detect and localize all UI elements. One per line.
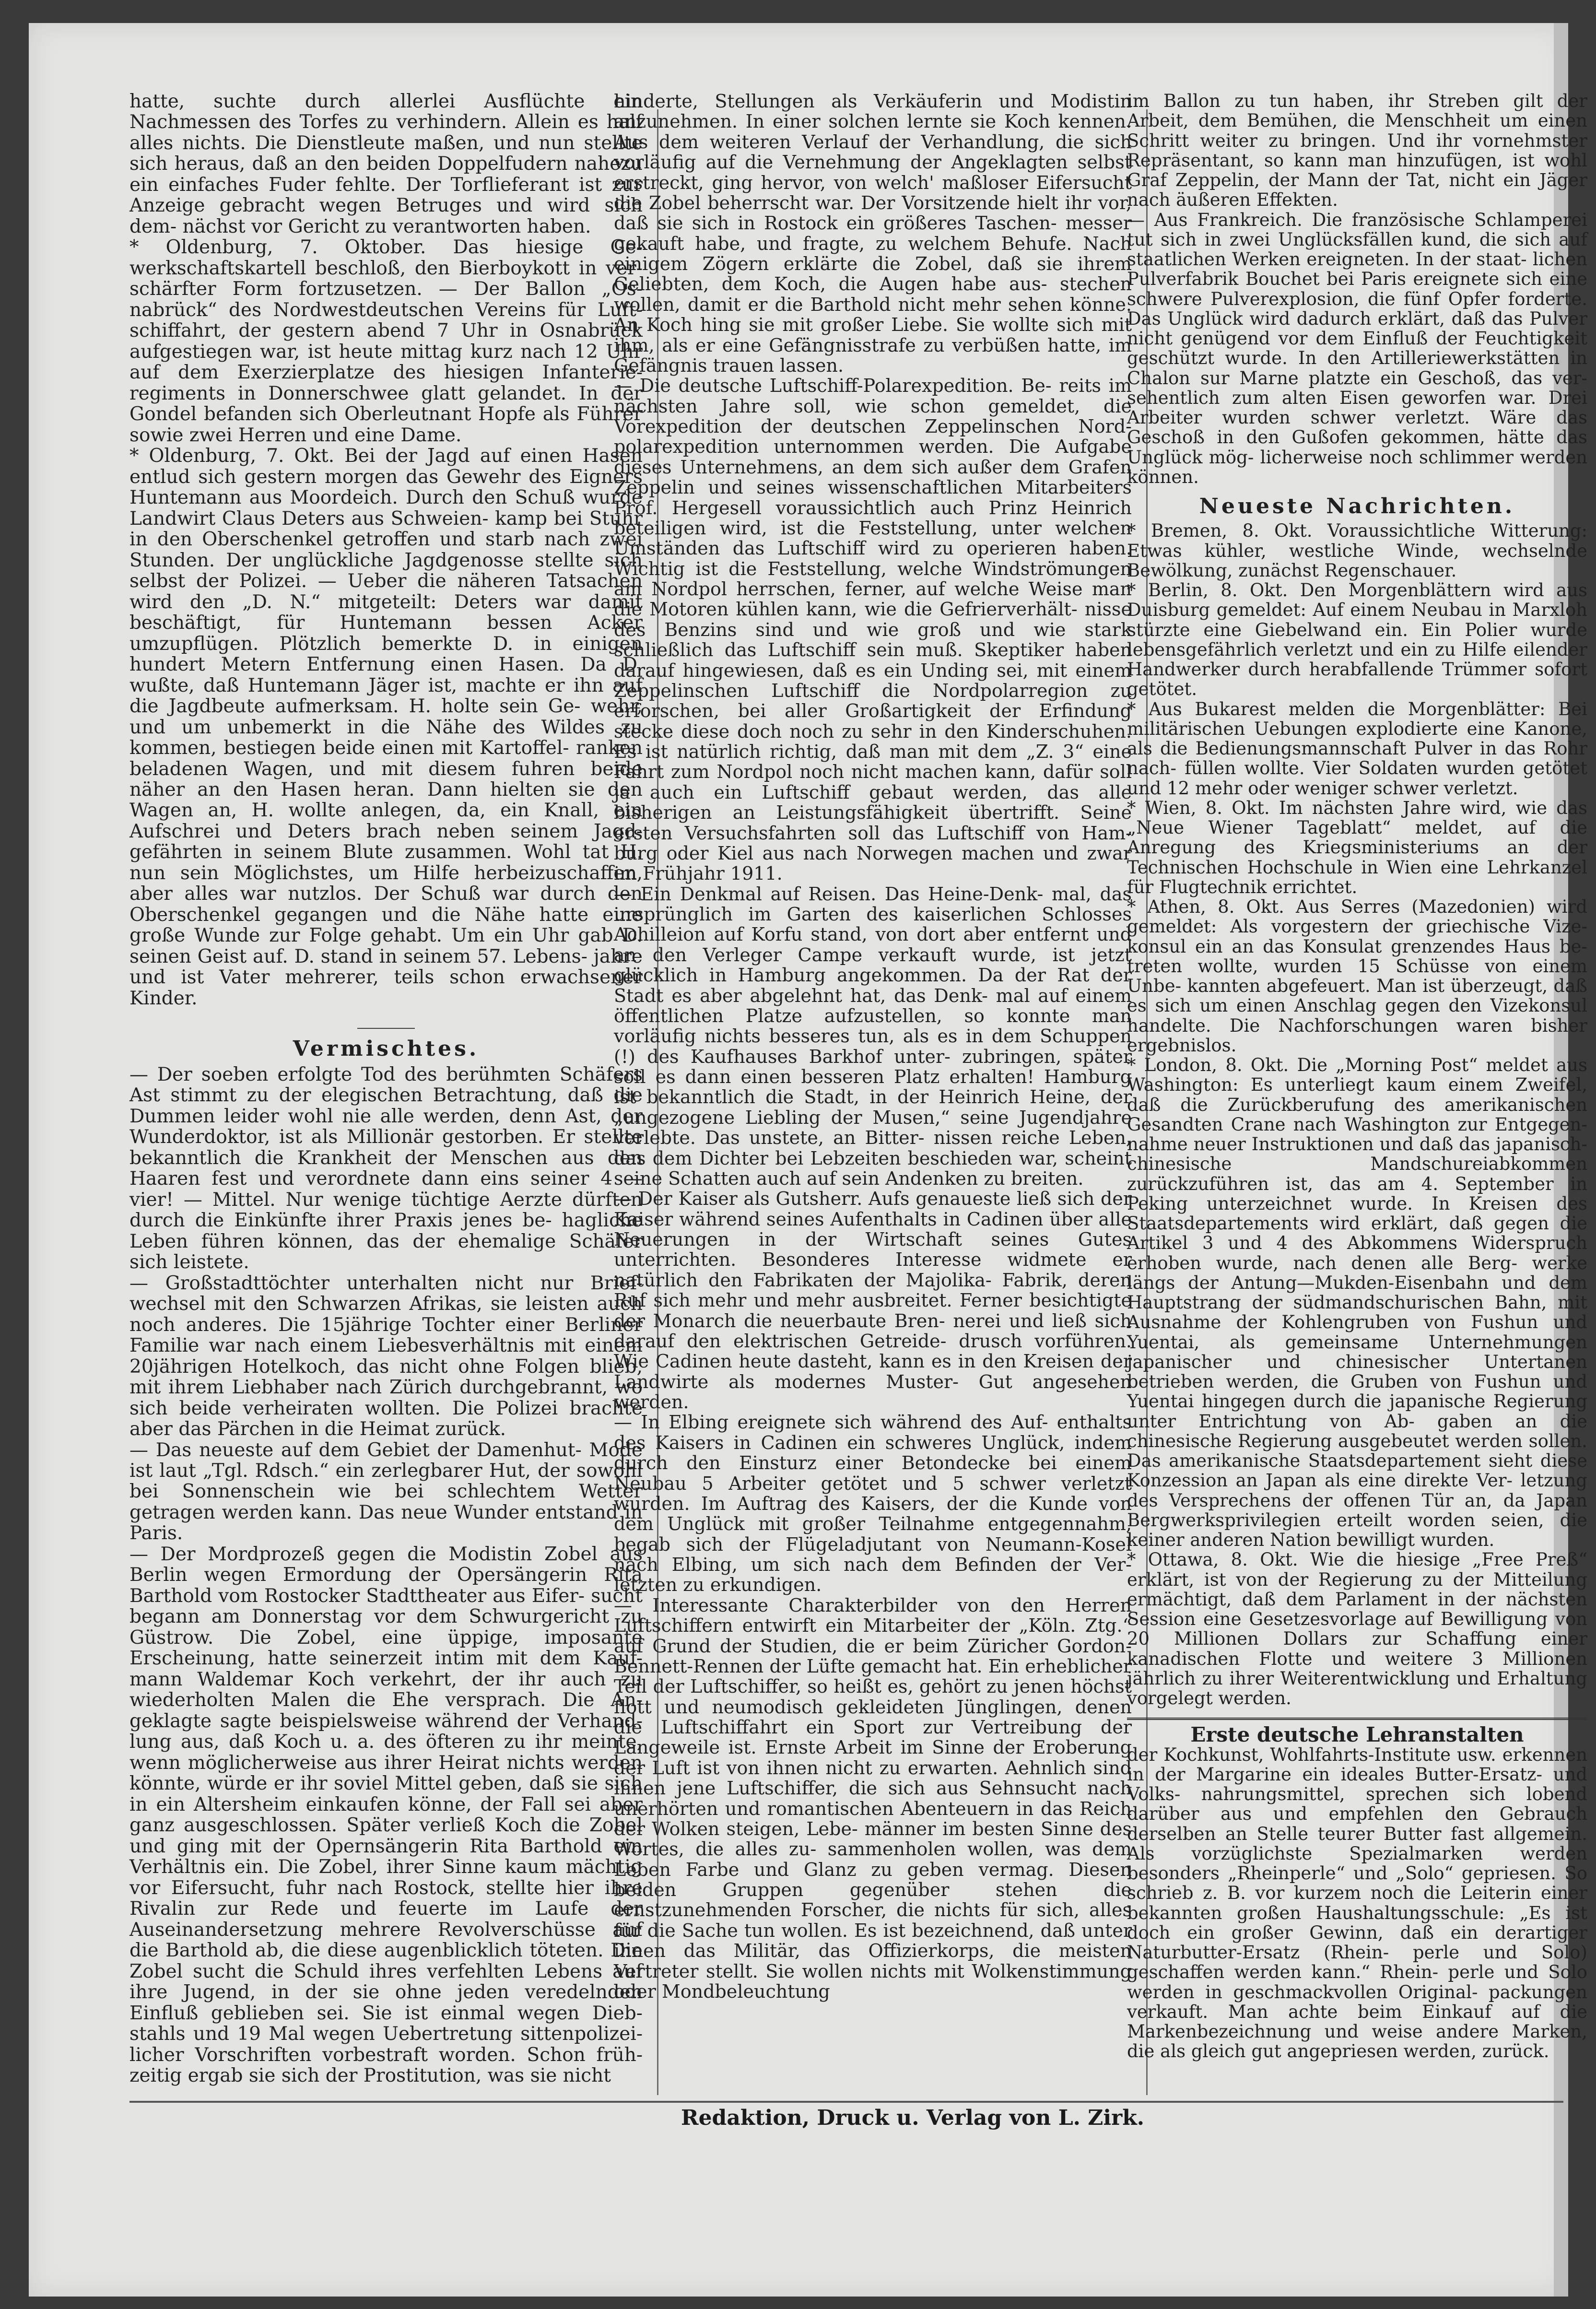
news-item: * Athen, 8. Okt. Aus Serres (Mazedonien) wird gemeldet: Als vorgestern der griechische Vize- konsul ein an das Konsulat grenzendes Haus be- treten wollte, wurden 15 Schüsse von einem Unbe- kannten abgefeuert. Man ist überzeugt, daß es sich um einen Anschlag gegen den Vizekonsul handelte. Die Nachforschungen waren bisher ergebnislos. xyxy=(1127,896,1587,1056)
section-rule xyxy=(357,1028,415,1029)
article-paragraph: hatte, suchte durch allerlei Ausflüchte ein Nachmessen des Torfes zu verhindern. Allein es half alles nichts. Die Dienstleute maßen, und nun stellte sich heraus, daß an den beiden Doppelfudern nahezu ein einfaches Fuder fehlte. Der Torflieferant ist zur Anzeige gebracht wegen Betruges und wird sich dem- nächst vor Gericht zu verantworten haben. xyxy=(129,91,643,237)
article-paragraph: — Der soeben erfolgte Tod des berühmten Schäfers Ast stimmt zu der elegischen Betrachtung, daß die Dummen leider wohl nie alle werden, denn Ast, der Wunderdoktor, ist als Millionär gestorben. Er stellte bekanntlich die Krankheit der Menschen aus den Haaren fest und verordnete dann eins seiner 4 — vier! — Mittel. Nur wenige tüchtige Aerzte dürften durch die Einkünfte ihrer Praxis jenes be- hagliche Leben führen können, das der ehemalige Schäfer sich leistete. xyxy=(129,1063,643,1273)
article-paragraph: — Interessante Charakterbilder von den Herren Luftschiffern entwirft ein Mitarbeiter der „Köln. Ztg.“ auf Grund der Studien, die er beim Züricher Gordon-Bennett-Rennen der Lüfte gemacht hat. Ein erheblicher Teil der Luftschiffer, so heißt es, gehört zu jenen höchst flott und neumodisch gekleideten Jünglingen, denen die Luftschiffahrt ein Sport zur Vertreibung der Langeweile ist. Ernste Arbeit im Sinne der Eroberung der Luft ist von ihnen nicht zu erwarten. Aehnlich sind ihnen jene Luftschiffer, die sich aus Sehnsucht nach unerhörten und romantischen Abenteuern in das Reich der Wolken steigen, Lebe- männer im besten Sinne des Wortes, die alles zu- sammenholen wollen, was dem Leben Farbe und Glanz zu geben vermag. Diesen beiden Gruppen gegenüber stehen die ernstzunehmenden Forscher, die nichts für sich, alles für die Sache tun wollen. Es ist bezeichnend, daß unter ihnen das Militär, das Offizierkorps, die meisten Vertreter stellt. Sie wollen nichts mit Wolkenstimmung oder Mondbeleuchtung xyxy=(614,1594,1132,2002)
news-item: * Wien, 8. Okt. Im nächsten Jahre wird, wie das „Neue Wiener Tageblatt“ meldet, auf die Anregung des Kriegsministeriums an der Technischen Hochschule in Wien eine Lehrkanzel für Flugtechnik errichtet. xyxy=(1127,797,1587,897)
advertisement-title: Erste deutsche Lehranstalten xyxy=(1190,1723,1524,1747)
news-item: * Aus Bukarest melden die Morgenblätter: Bei militärischen Uebungen explodierte eine Kanone, als die Bedienungsmannschaft Pulver in das Rohr nach- füllen wollte. Vier Soldaten wurden getötet und 12 mehr oder weniger schwer verletzt. xyxy=(1127,698,1587,799)
column-1 xyxy=(129,91,643,2086)
section-title: Vermischtes. xyxy=(293,1037,480,1061)
article-paragraph: — In Elbing ereignete sich während des Auf- enthalts des Kaisers in Cadinen ein schweres Unglück, indem durch den Einsturz einer Betondecke bei einem Neubau 5 Arbeiter getötet und 5 schwer verletzt wurden. Im Auftrag des Kaisers, der die Kunde von dem Unglück mit großer Teilnahme entgegennahm, begab sich der Flügeladjutant von Neumann-Kosel nach Elbing, um sich nach dem Befinden der Ver- letzten zu erkundigen. xyxy=(614,1412,1132,1596)
column-3 xyxy=(1127,91,1587,2062)
news-item: * Bremen, 8. Okt. Voraussichtliche Witterung: Etwas kühler, westliche Winde, wechselnde Bewölkung, zunächst Regenschauer. xyxy=(1127,520,1587,581)
news-item: * London, 8. Okt. Die „Morning Post“ meldet aus Washington: Es unterliegt kaum einem Zweifel, daß die Zurückberufung des amerikanischen Gesandten Crane nach Washington zur Entgegen- nahme neuer Instruktionen und daß das japanisch- chinesische Mandschureiabkommen zurückzuführen ist, das am 4. September in Peking unterzeichnet wurde. In Kreisen des Staatsdepartements wird erklärt, daß gegen die Artikel 3 und 4 des Abkommens Widerspruch erhoben wurde, nach denen alle Berg- werke längs der Antung—Mukden-Eisenbahn und dem Hauptstrang der südmandschurischen Bahn, mit Ausnahme der Kohlengruben von Fushun und Yuentai, als gemeinsame Unternehmungen japanischer und chinesischer Untertanen betrieben werden, die Gruben von Fushun und Yuentai hingegen durch die japanische Regierung unter Entrichtung von Ab- gaben an die chinesische Regierung ausgebeutet werden sollen. Das amerikanische Staatsdepartement sieht diese Konzession an Japan als eine direkte Ver- letzung des Versprechens der offenen Tür an, da Japan Bergwerksprivilegien erteilt worden seien, die keiner anderen Nation bewilligt wurden. xyxy=(1127,1055,1587,1550)
advertisement-box xyxy=(1127,1718,1587,2061)
advertisement-text: der Kochkunst, Wohlfahrts-Institute usw. erkennen in der Margarine ein ideales Butter-Ersatz- und Volks- nahrungsmittel, sprechen sich lobend darüber aus und empfehlen den Gebrauch derselben an Stelle teurer Butter fast allgemein. Als vorzüglichste Spezialmarken werden besonders „Rheinperle“ und „Solo“ gepriesen. So schrieb z. B. vor kurzem noch die Leiterin einer bekannten großen Haushaltungsschule: „Es ist doch ein großer Gewinn, daß ein derartiger Naturbutter-Ersatz (Rhein- perle und Solo) geschaffen werden kann.“ Rhein- perle und Solo werden in geschmackvollen Original- packungen verkauft. Man achte beim Einkauf auf die Markenbezeichnung und weise andere Marken, die als gleich gut angepriesen werden, zurück. xyxy=(1127,1744,1587,2062)
article-paragraph: — Aus Frankreich. Die französische Schlamperei tut sich in zwei Unglücksfällen kund, die sich auf staatlichen Werken ereigneten. In der staat- lichen Pulverfabrik Bouchet bei Paris ereignete sich eine schwere Pulverexplosion, die fünf Opfer forderte. Das Unglück wird dadurch erklärt, daß das Pulver nicht genügend vor dem Einfluß der Feuchtigkeit geschützt wurde. In den Artilleriewerkstätten in Chalon sur Marne platzte ein Geschoß, das ver- sehentlich zum alten Eisen geworfen war. Drei Arbeiter wurden schwer verletzt. Wäre das Geschoß in den Gußofen gekommen, hätte das Unglück mög- licherweise noch schlimmer werden können. xyxy=(1127,209,1587,487)
section-title: Neueste Nachrichten. xyxy=(1199,494,1515,518)
footer-rule xyxy=(129,2101,1563,2103)
article-paragraph: hinderte, Stellungen als Verkäuferin und Modistin anzunehmen. In einer solchen lernte sie Koch kennen. Aus dem weiteren Verlauf der Verhandlung, die sich vorläufig auf die Vernehmung der Angeklagten selbst erstreckt, ging hervor, von welch' maßloser Eifersucht die Zobel beherrscht war. Der Vorsitzende hielt ihr vor, daß sie sich in Rostock ein größeres Taschen- messer gekauft habe, und fragte, zu welchem Behufe. Nach einigem Zögern erklärte die Zobel, daß sie ihrem Geliebten, dem Koch, die Augen habe aus- stechen wollen, damit er die Barthold nicht mehr sehen könne. An Koch hing sie mit großer Liebe. Sie wollte sich mit ihm, als er eine Gefängnisstrafe zu verbüßen hatte, im Gefängnis trauen lassen. xyxy=(614,91,1132,376)
article-paragraph: * Oldenburg, 7. Oktober. Das hiesige Ge- werkschaftskartell beschloß, den Bierboykott in ver- schärfter Form fortzusetzen. — Der Ballon „Os- nabrück“ des Nordwestdeutschen Vereins für Luft- schiffahrt, der gestern abend 7 Uhr in Osnabrück aufgestiegen war, ist heute mittag kurz nach 12 Uhr auf dem Exerzierplatze des hiesigen Infanterie- regiments in Donnerschwee glatt gelandet. In der Gondel befanden sich Oberleutnant Hopfe als Führer sowie zwei Herren und eine Dame. xyxy=(129,236,643,446)
article-paragraph: im Ballon zu tun haben, ihr Streben gilt der Arbeit, dem Bemühen, die Menschheit um einen Schritt weiter zu bringen. Und ihr vornehmster Repräsentant, so kann man hinzufügen, ist wohl Graf Zeppelin, der Mann der Tat, nicht ein Jäger nach äußeren Effekten. xyxy=(1127,91,1587,211)
column-2 xyxy=(614,91,1132,2002)
news-item: * Berlin, 8. Okt. Den Morgenblättern wird aus Duisburg gemeldet: Auf einem Neubau in Marxloh stürzte eine Giebelwand ein. Ein Polier wurde lebensgefährlich verletzt und ein zu Hilfe eilender Handwerker durch herabfallende Trümmer sofort getötet. xyxy=(1127,580,1587,700)
article-paragraph: — Großstadttöchter unterhalten nicht nur Brief- wechsel mit den Schwarzen Afrikas, sie leisten auch noch anderes. Die 15jährige Tochter einer Berliner Familie war nach einem Liebesverhältnis mit einem 20jährigen Hotelkoch, das nicht ohne Folgen blieb, mit ihrem Liebhaber nach Zürich durchgebrannt, wo sich beide verheiraten wollten. Die Polizei brachte aber das Pärchen in die Heimat zurück. xyxy=(129,1272,643,1440)
imprint-footer: Redaktion, Druck u. Verlag von L. Zirk. xyxy=(681,2106,1145,2130)
news-item: * Ottawa, 8. Okt. Wie die hiesige „Free Preß“ erklärt, ist von der Regierung zu der Mitteilung ermächtigt, daß dem Parlament in der nächsten Session eine Gesetzesvorlage auf Bewilligung von 20 Millionen Dollars zur Schaffung einer kanadischen Flotte und weitere 3 Millionen jährlich zu ihrer Weiterentwicklung und Erhaltung vorgelegt werden. xyxy=(1127,1549,1587,1708)
article-paragraph: — Der Mordprozeß gegen die Modistin Zobel aus Berlin wegen Ermordung der Opersängerin Rita Barthold vom Rostocker Stadttheater aus Eifer- sucht begann am Donnerstag vor dem Schwurgericht zu Güstrow. Die Zobel, eine üppige, imposante Erscheinung, hatte seinerzeit intim mit dem Kauf- mann Waldemar Koch verkehrt, der ihr auch zu wiederholten Malen die Ehe versprach. Die An- geklagte sagte beispielsweise während der Verhand- lung aus, daß Koch u. a. des öfteren zu ihr meinte, wenn möglicherweise aus ihrer Heirat nichts werden könnte, würde er ihr soviel Mittel geben, daß sie sich in ein Altersheim einkaufen könne, der Fall sei aber ganz ausgeschlossen. Später verließ Koch die Zobel und ging mit der Opernsängerin Rita Barthold ein Verhältnis ein. Die Zobel, ihrer Sinne kaum mächtig vor Eifersucht, fuhr nach Rostock, stellte hier ihre Rivalin zur Rede und feuerte im Laufe der Auseinandersetzung mehrere Revolverschüsse auf die Barthold ab, die diese augenblicklich töteten. Die Zobel sucht die Schuld ihres verfehlten Lebens auf ihre Jugend, in der sie ohne jeden veredelnden Einfluß geblieben sei. Sie ist einmal wegen Dieb- stahls und 19 Mal wegen Uebertretung sittenpolizei- licher Vorschriften vorbestraft worden. Schon früh- zeitig ergab sie sich der Prostitution, was sie nicht xyxy=(129,1543,643,2087)
article-paragraph: — Die deutsche Luftschiff-Polarexpedition. Be- reits im nächsten Jahre soll, wie schon gemeldet, die Vorexpedition der deutschen Zeppelinschen Nord- polarexpedition unternommen werden. Die Aufgabe dieses Unternehmens, an dem sich außer dem Grafen Zeppelin und seines wissenschaftlichen Mitarbeiters Prof. Hergesell voraussichtlich auch Prinz Heinrich beteiligen wird, ist die Feststellung, unter welchen Umständen das Luftschiff wird zu operieren haben. Wichtig ist die Feststellung, welche Windströmungen am Nordpol herrschen, ferner, auf welche Weise man die Motoren kühlen kann, wie die Gefrierverhält- nisse des Benzins sind und wie groß und wie stark schließlich das Luftschiff sein muß. Skeptiker haben darauf hingewiesen, daß es ein Unding sei, mit einem Zeppelinschen Luftschiff die Nordpolarregion zu erforschen, bei aller Großartigkeit der Erfindung stecke diese doch noch zu sehr in den Kinderschuhen. Es ist natürlich richtig, daß man mit dem „Z. 3“ eine Fahrt zum Nordpol noch nicht machen kann, dafür soll ja auch ein Luftschiff gebaut werden, das alle bisherigen an Leistungsfähigkeit übertrifft. Seine ersten Versuchsfahrten soll das Luftschiff von Ham- burg oder Kiel aus nach Norwegen machen und zwar im Frühjahr 1911. xyxy=(614,375,1132,884)
article-paragraph: — Ein Denkmal auf Reisen. Das Heine-Denk- mal, das ursprünglich im Garten des kaiserlichen Schlosses Achilleion auf Korfu stand, von dort aber entfernt und an den Verleger Campe verkauft wurde, ist jetzt glücklich in Hamburg angekommen. Da der Rat der Stadt es aber abgelehnt hat, das Denk- mal auf einem öffentlichen Platze aufzustellen, so konnte man vorläufig nichts besseres tun, als es in dem Schuppen (!) des Kaufhauses Barkhof unter- zubringen, später soll es dann einen besseren Platz erhalten! Hamburg ist bekanntlich die Stadt, in der Heinrich Heine, der „ungezogene Liebling der Musen,“ seine Jugendjahre verlebte. Das unstete, an Bitter- nissen reiche Leben, das dem Dichter bei Lebzeiten beschieden war, scheint seine Schatten auch auf sein Andenken zu breiten. xyxy=(614,883,1132,1189)
article-paragraph: — Das neueste auf dem Gebiet der Damenhut- Mode ist laut „Tgl. Rdsch.“ ein zerlegbarer Hut, der sowohl bei Sonnenschein wie bei schlechtem Wetter getragen werden kann. Das neue Wunder entstand in Paris. xyxy=(129,1439,643,1544)
article-paragraph: — Der Kaiser als Gutsherr. Aufs genaueste ließ sich der Kaiser während seines Aufenthalts in Cadinen über alle Neuerungen in der Wirtschaft seines Gutes unterrichten. Besonderes Interesse widmete er natürlich den Fabrikaten der Majolika- Fabrik, deren Ruf sich mehr und mehr ausbreitet. Ferner besichtigte der Monarch die neuerbaute Bren- nerei und ließ sich darauf den elektrischen Getreide- drusch vorführen. Wie Cadinen heute dasteht, kann es in den Kreisen der Landwirte als modernes Muster- Gut angesehen werden. xyxy=(614,1188,1132,1413)
article-paragraph: * Oldenburg, 7. Okt. Bei der Jagd auf einen Hasen entlud sich gestern morgen das Gewehr des Eigners Huntemann aus Moordeich. Durch den Schuß wurde Landwirt Claus Deters aus Schweien- kamp bei Stuhr in den Oberschenkel getroffen und starb nach zwei Stunden. Der unglückliche Jagdgenosse stellte sich selbst der Polizei. — Ueber die näheren Tatsachen wird den „D. N.“ mitgeteilt: Deters war damit beschäftigt, für Huntemann bessen Acker umzupflügen. Plötzlich bemerkte D. in einigen hundert Metern Entfernung einen Hasen. Da D. wußte, daß Huntemann Jäger ist, machte er ihn auf die Jagdbeute aufmerksam. H. holte sein Ge- wehr, und um unbemerkt in die Nähe des Wildes zu kommen, bestiegen beide einen mit Kartoffel- ranken beladenen Wagen, und mit diesem fuhren beide näher an den Hasen heran. Dann hielten sie den Wagen an, H. wollte anlegen, da, ein Knall, ein Aufschrei und Deters brach neben seinem Jagd- gefährten in seinem Blute zusammen. Wohl tat H. nun sein Möglichstes, um Hilfe herbeizuschaffen, aber alles war nutzlos. Der Schuß war durch den Oberschenkel gegangen und die Nähe hatte eine große Wunde zur Folge gehabt. Um ein Uhr gab D. seinen Geist auf. D. stand in seinem 57. Lebens- jahre und ist Vater mehrerer, teils schon erwachsener Kinder. xyxy=(129,445,643,1009)
